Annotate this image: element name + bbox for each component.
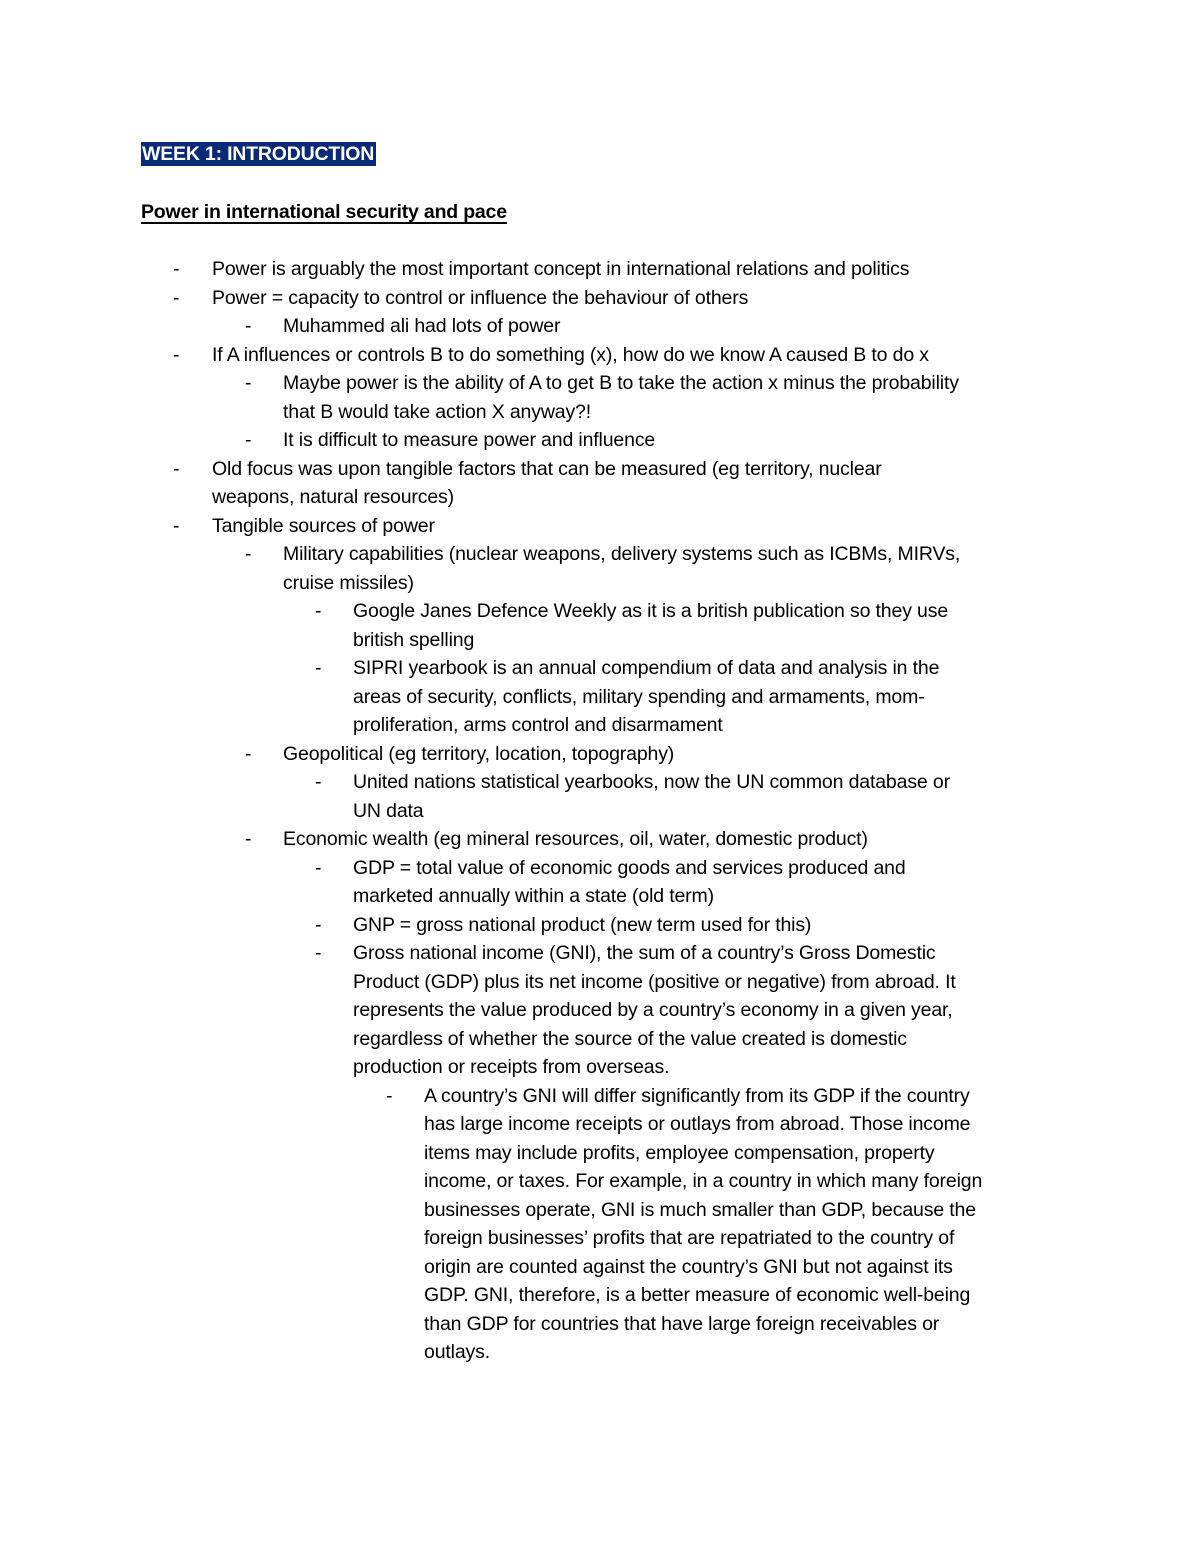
note-line: marketed annually within a state (old term) — [353, 885, 714, 907]
note-item — [0, 825, 1200, 854]
note-line: Muhammed ali had lots of power — [283, 315, 561, 337]
note-line: Gross national income (GNI), the sum of a country’s Gross Domestic — [353, 942, 936, 964]
note-line: weapons, natural resources) — [212, 486, 454, 508]
note-item — [0, 341, 1200, 370]
note-line: GDP. GNI, therefore, is a better measure of economic well-being — [424, 1284, 971, 1306]
note-line: UN data — [353, 799, 424, 822]
note-line: Geopolitical (eg territory, location, topography) — [283, 742, 675, 765]
note-text — [283, 312, 1073, 341]
note-item — [0, 255, 1200, 284]
note-item — [0, 1082, 1200, 1367]
note-line: outlays. — [424, 1341, 491, 1363]
note-line: A country’s GNI will differ significantly from its GDP if the country — [424, 1084, 970, 1107]
bullet-dash: - — [245, 543, 252, 565]
note-text — [353, 911, 1053, 940]
note-item — [0, 284, 1200, 313]
note-line: represents the value produced by a country’s economy in a given year, — [353, 999, 953, 1021]
note-text — [353, 939, 1053, 1082]
note-line: that B would take action X anyway?! — [283, 400, 592, 423]
note-line: areas of security, conflicts, military spending and armaments, mom- — [353, 685, 925, 708]
note-line: has large income receipts or outlays from abroad. Those income — [424, 1113, 971, 1135]
note-item — [0, 369, 1200, 426]
note-text — [353, 854, 1053, 911]
bullet-dash: - — [173, 258, 180, 280]
note-line: regardless of whether the source of the value created is domestic — [353, 1027, 907, 1050]
note-line: british spelling — [353, 628, 475, 651]
note-text — [212, 341, 1072, 370]
note-text — [283, 740, 1073, 769]
bullet-dash: - — [315, 600, 322, 622]
note-line: Economic wealth (eg mineral resources, oil, water, domestic product) — [283, 828, 868, 850]
notes-list — [0, 255, 1200, 1367]
note-line: United nations statistical yearbooks, now the UN common database or — [353, 771, 950, 793]
note-item — [0, 540, 1200, 597]
bullet-dash: - — [315, 942, 322, 964]
note-text — [424, 1082, 1064, 1367]
bullet-dash: - — [173, 343, 180, 366]
note-item — [0, 512, 1200, 541]
bullet-dash: - — [173, 457, 180, 480]
note-item — [0, 312, 1200, 341]
note-line: GDP = total value of economic goods and services produced and — [353, 856, 906, 879]
note-line: Military capabilities (nuclear weapons, delivery systems such as ICBMs, MIRVs, — [283, 543, 961, 565]
note-line: Tangible sources of power — [212, 514, 435, 537]
bullet-dash: - — [245, 315, 252, 337]
bullet-dash: - — [245, 742, 252, 765]
bullet-dash: - — [245, 828, 252, 850]
note-line: Maybe power is the ability of A to get B to take the action x minus the probability — [283, 372, 959, 394]
note-text — [283, 369, 1073, 426]
note-line: items may include profits, employee compensation, property — [424, 1141, 935, 1164]
note-text — [283, 825, 1073, 854]
note-text — [353, 768, 1053, 825]
section-title: Power in international security and pace — [141, 201, 507, 223]
note-item — [0, 426, 1200, 455]
note-line: If A influences or controls B to do something (x), how do we know A caused B to do x — [212, 343, 929, 366]
note-item — [0, 455, 1200, 512]
note-text — [212, 512, 1072, 541]
bullet-dash: - — [386, 1084, 393, 1107]
note-line: than GDP for countries that have large foreign receivables or — [424, 1312, 940, 1335]
note-text — [353, 597, 1053, 654]
note-line: GNP = gross national product (new term used for this) — [353, 913, 812, 936]
note-line: SIPRI yearbook is an annual compendium of data and analysis in the — [353, 657, 940, 679]
note-line: It is difficult to measure power and influence — [283, 429, 656, 451]
note-text — [283, 540, 1073, 597]
bullet-dash: - — [315, 856, 322, 879]
note-item — [0, 768, 1200, 825]
bullet-dash: - — [315, 771, 322, 793]
note-text — [212, 455, 1072, 512]
note-item — [0, 854, 1200, 911]
note-line: proliferation, arms control and disarmament — [353, 714, 723, 736]
note-text — [212, 255, 1072, 284]
bullet-dash: - — [245, 429, 252, 451]
note-item — [0, 654, 1200, 740]
note-line: Old focus was upon tangible factors that can be measured (eg territory, nuclear — [212, 457, 882, 480]
note-item — [0, 740, 1200, 769]
bullet-dash: - — [173, 286, 180, 309]
note-line: Power is arguably the most important concept in international relations and politics — [212, 258, 910, 280]
note-line: Product (GDP) plus its net income (positive or negative) from abroad. It — [353, 970, 956, 993]
bullet-dash: - — [245, 372, 252, 394]
week-title: WEEK 1: INTRODUCTION — [142, 143, 375, 165]
note-text — [212, 284, 1072, 313]
note-line: Power = capacity to control or influence the behaviour of others — [212, 286, 749, 309]
note-item — [0, 939, 1200, 1082]
note-line: foreign businesses’ profits that are repatriated to the country of — [424, 1227, 955, 1249]
note-line: Google Janes Defence Weekly as it is a british publication so they use — [353, 600, 949, 622]
note-text — [283, 426, 1073, 455]
note-text — [353, 654, 1053, 740]
note-line: businesses operate, GNI is much smaller than GDP, because the — [424, 1198, 976, 1221]
note-item — [0, 597, 1200, 654]
note-line: income, or taxes. For example, in a country in which many foreign — [424, 1170, 983, 1192]
bullet-dash: - — [315, 657, 322, 679]
note-line: cruise missiles) — [283, 571, 414, 594]
note-line: origin are counted against the country’s GNI but not against its — [424, 1255, 953, 1278]
bullet-dash: - — [315, 913, 322, 936]
bullet-dash: - — [173, 514, 180, 537]
note-item — [0, 911, 1200, 940]
note-line: production or receipts from overseas. — [353, 1056, 670, 1078]
